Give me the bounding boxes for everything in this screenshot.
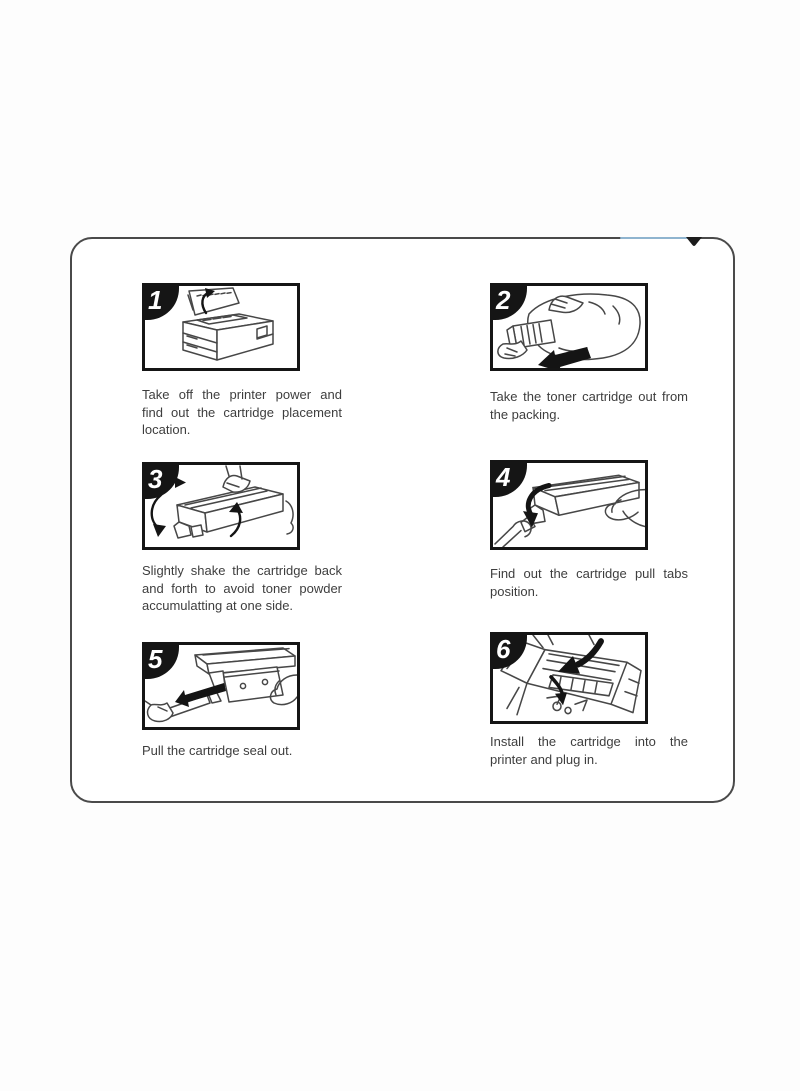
instruction-card	[70, 237, 735, 803]
step-number: 5	[148, 644, 163, 674]
step-3-panel	[142, 462, 300, 550]
step-6-caption: Install the cartridge into the printer and plug in.	[490, 734, 688, 767]
step-1-panel	[142, 283, 300, 371]
step-5-panel	[142, 642, 300, 730]
step-5-caption: Pull the cartridge seal out.	[142, 743, 293, 758]
step-6-panel	[490, 632, 648, 724]
step-number: 3	[148, 464, 163, 494]
step-1-caption: Take off the printer power and find out the cartridge placement location.	[142, 387, 342, 437]
step-number: 2	[496, 285, 511, 315]
step-number: 4	[496, 462, 511, 492]
top-accent-line	[620, 237, 690, 239]
step-2-caption: Take the toner cartridge out from the packing.	[490, 389, 688, 422]
step-2-panel	[490, 283, 648, 371]
step-4-panel	[490, 460, 648, 550]
step-number: 6	[496, 634, 511, 664]
step-number: 1	[148, 285, 163, 315]
step-3-caption: Slightly shake the cartridge back and forth to avoid toner powder accumulatting at one side.	[142, 563, 342, 613]
curved-down-arrow-icon	[153, 524, 166, 537]
down-triangle-notch-icon	[685, 237, 703, 247]
step-4-caption: Find out the cartridge pull tabs position.	[490, 566, 688, 599]
